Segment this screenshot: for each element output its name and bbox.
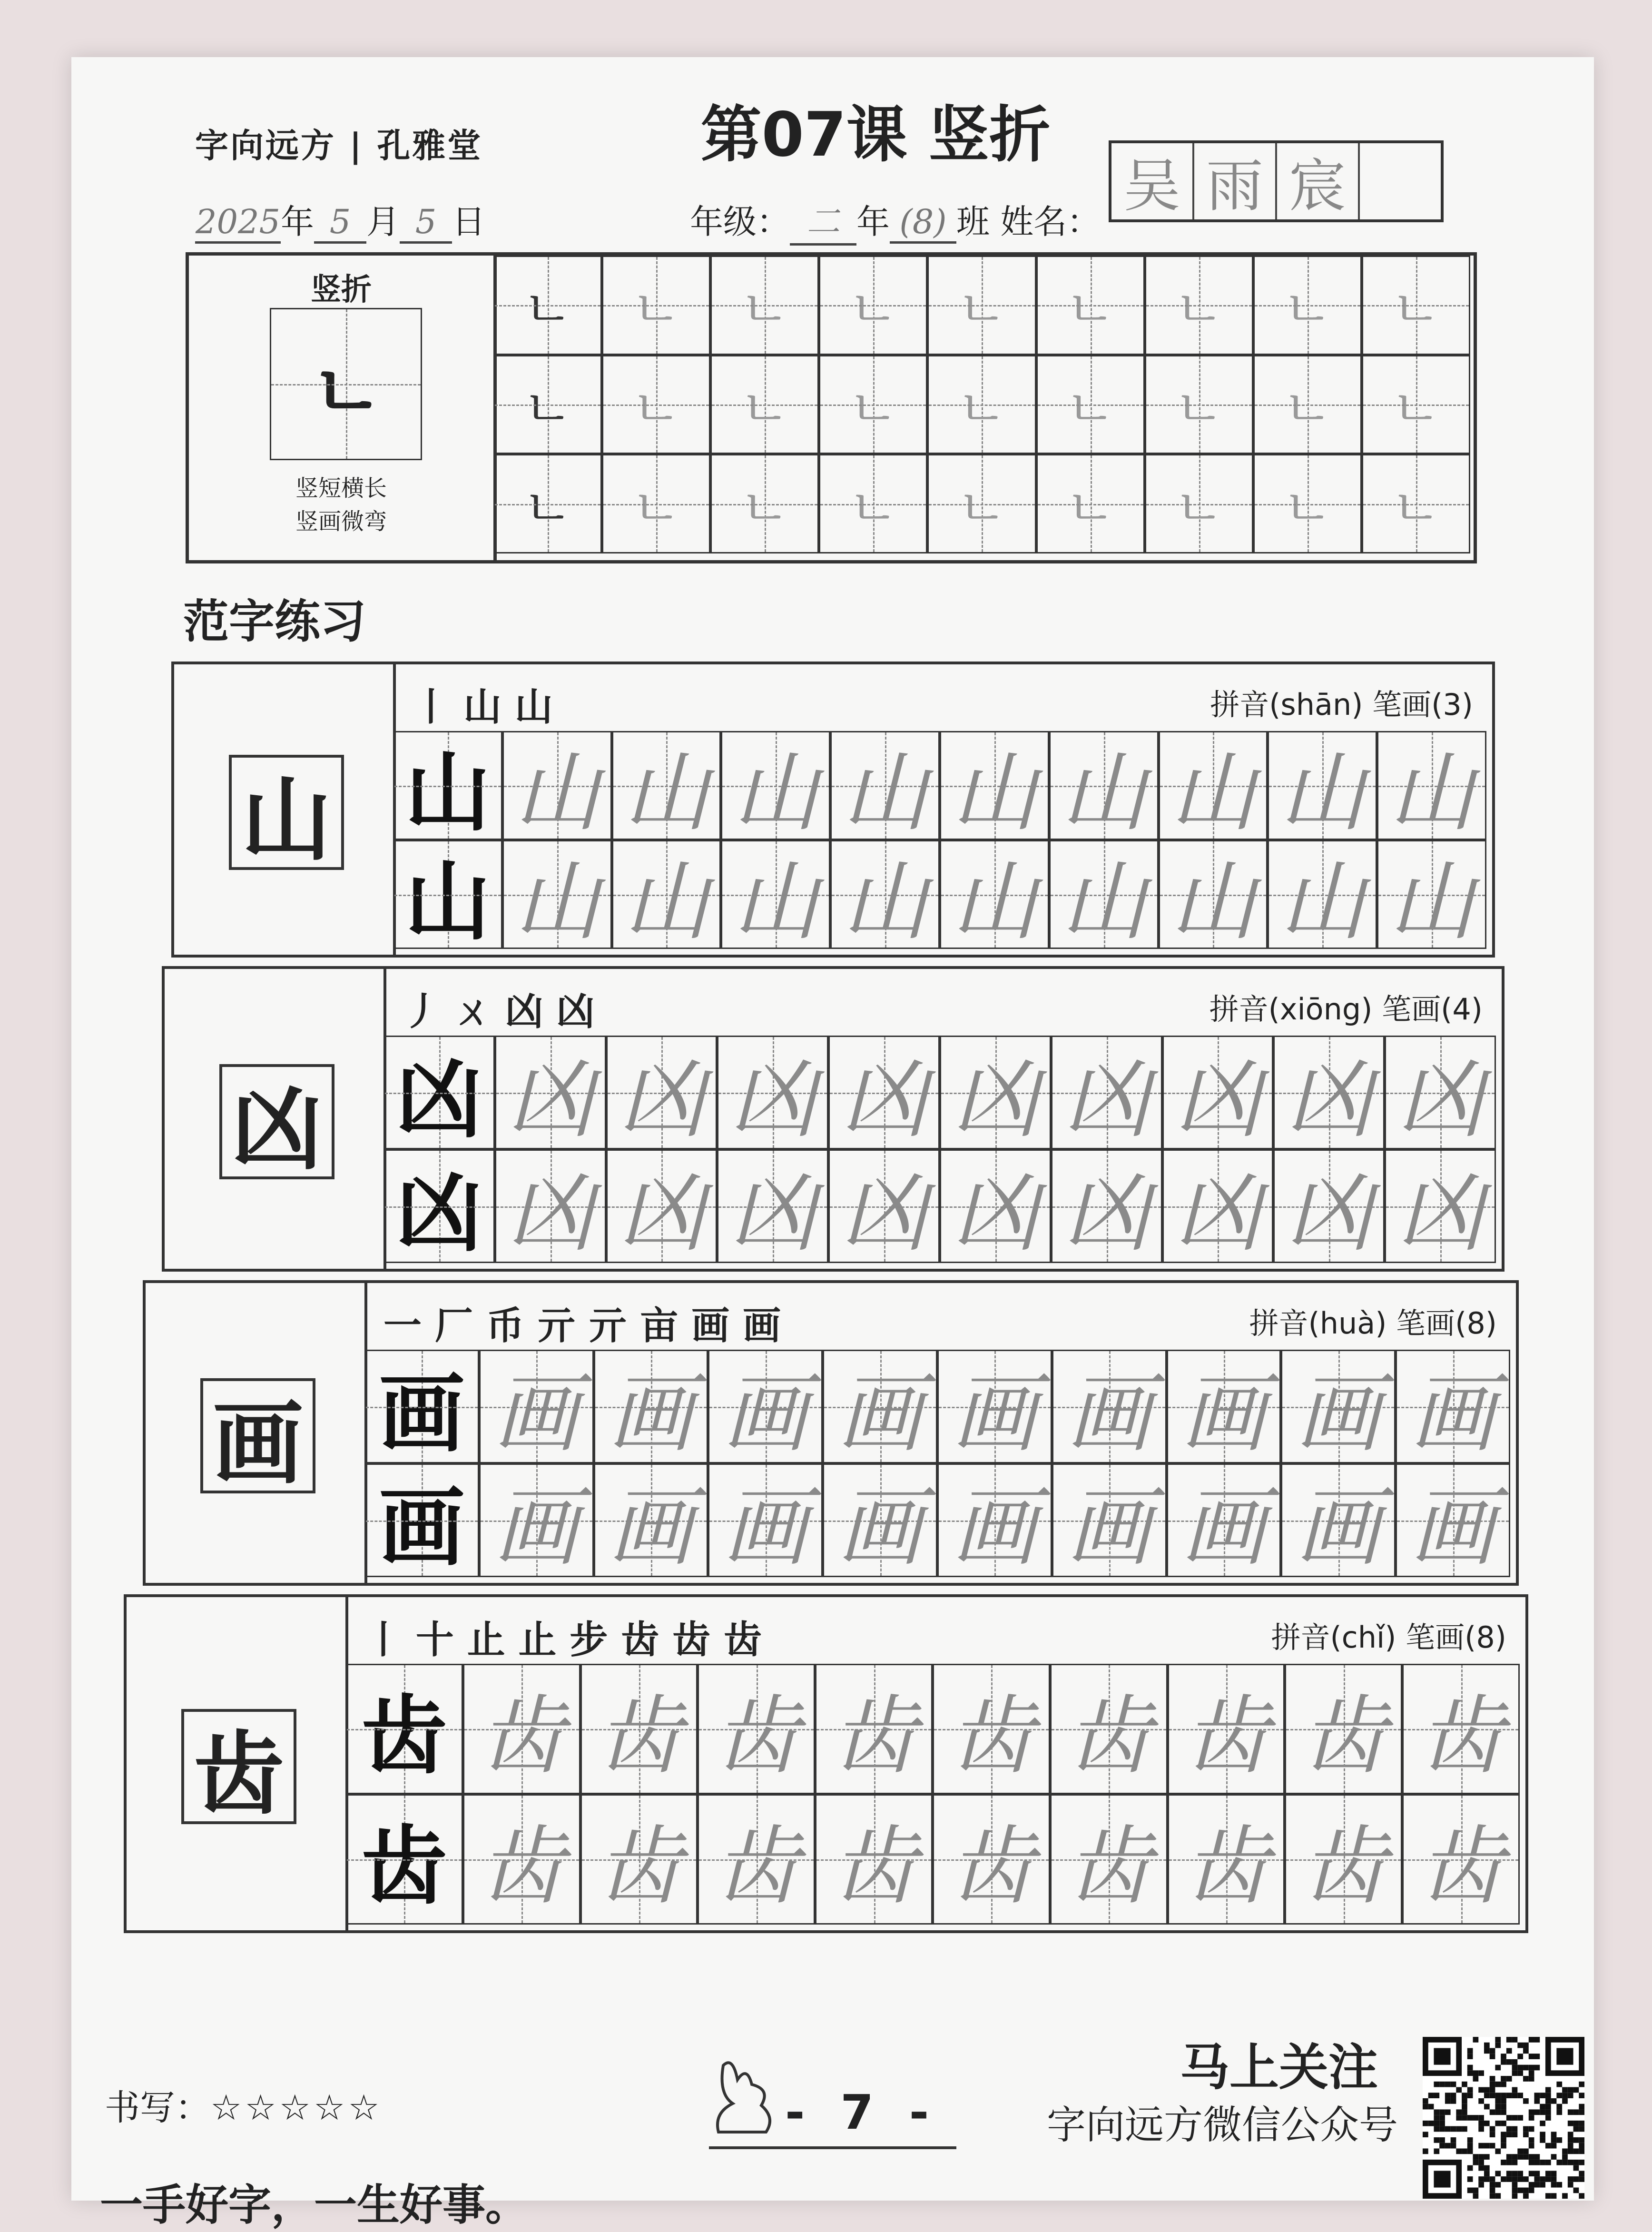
writing-cell[interactable] — [721, 731, 830, 843]
handwritten-character: 画 — [493, 1478, 580, 1578]
handwritten-character: 齿 — [596, 1687, 682, 1786]
stroke-practice-cell[interactable] — [1036, 355, 1145, 454]
reference-character: 山 — [229, 755, 344, 870]
writing-cell[interactable] — [1049, 840, 1159, 952]
stroke-practice-cell[interactable] — [819, 355, 927, 454]
handwritten-character: 山 — [514, 743, 600, 843]
writing-cell[interactable] — [1273, 1149, 1385, 1263]
handwritten-character: 凶 — [1397, 1164, 1484, 1264]
stroke-sample: ㄴ — [956, 477, 1007, 539]
handwritten-character: 齿 — [831, 1687, 917, 1786]
writing-cell[interactable] — [384, 1149, 495, 1263]
handwritten-character: 山 — [1170, 743, 1256, 843]
stroke-sample: ㄴ — [1173, 477, 1224, 539]
writing-cell[interactable] — [612, 840, 721, 952]
writing-cell[interactable] — [1385, 1036, 1496, 1149]
stroke-sample: ㄴ — [956, 378, 1007, 439]
handwritten-character: 凶 — [507, 1050, 593, 1150]
stroke-practice-cell[interactable] — [602, 256, 710, 355]
stroke-sample: ㄴ — [1065, 279, 1116, 340]
handwritten-character: 齿 — [713, 1687, 799, 1786]
lesson-title: 第07课 竖折 — [700, 99, 1051, 170]
stroke-sample: ㄴ — [631, 279, 682, 340]
writing-cell[interactable] — [1268, 731, 1377, 843]
stroke-practice-cell[interactable] — [1362, 454, 1470, 553]
writing-cell[interactable] — [823, 1463, 937, 1577]
handwritten-character: 凶 — [1397, 1050, 1484, 1150]
stroke-practice-cell[interactable] — [710, 256, 819, 355]
stroke-sample: ㄴ — [739, 477, 790, 539]
stroke-practice-cell[interactable] — [1253, 355, 1362, 454]
handwritten-character: 画 — [837, 1478, 923, 1578]
stroke-sample: ㄴ — [1390, 477, 1442, 539]
stroke-order: 丨 十 止 止 步 齿 齿 齿 — [364, 1618, 762, 1662]
handwritten-character: 画 — [608, 1478, 694, 1578]
handwritten-character: 山 — [951, 852, 1037, 952]
writing-cell[interactable] — [495, 1149, 606, 1263]
stroke-practice-cell[interactable] — [710, 454, 819, 553]
stroke-practice-cell[interactable] — [493, 454, 602, 553]
stroke-tip-line2: 竖画微弯 — [295, 508, 387, 535]
writing-cell[interactable] — [345, 1794, 463, 1925]
stroke-practice-cell[interactable] — [1362, 256, 1470, 355]
motto: 一手好字，一生好事。 — [100, 2180, 528, 2230]
writing-cell[interactable] — [393, 731, 502, 843]
handwritten-character: 山 — [1061, 852, 1147, 952]
model-character: 山 — [404, 851, 491, 952]
handwritten-character: 山 — [623, 852, 709, 952]
writing-cell[interactable] — [717, 1036, 828, 1149]
handwritten-character: 齿 — [948, 1687, 1034, 1786]
writing-cell[interactable] — [1050, 1794, 1168, 1925]
handwritten-character: 齿 — [1418, 1817, 1504, 1916]
practice-block — [124, 1594, 1528, 1933]
stroke-sample: ㄴ — [1065, 378, 1116, 439]
handwritten-character: 山 — [1061, 743, 1147, 843]
handwritten-character: 画 — [1295, 1478, 1381, 1578]
writing-cell[interactable] — [940, 1036, 1051, 1149]
stroke-sample: ㄴ — [848, 477, 899, 539]
writing-cell[interactable] — [830, 731, 940, 843]
writing-cell[interactable] — [698, 1664, 815, 1794]
writing-cell[interactable] — [717, 1149, 828, 1263]
date-row — [195, 195, 485, 244]
writing-cell[interactable] — [1051, 1036, 1162, 1149]
brand-logo: 字向远方 | 孔雅堂 — [195, 126, 483, 165]
writing-cell[interactable] — [364, 1463, 479, 1577]
writing-cell[interactable] — [1051, 1149, 1162, 1263]
year-label: 年 — [281, 202, 314, 241]
handwritten-character: 山 — [514, 852, 600, 952]
handwritten-character: 齿 — [479, 1817, 565, 1916]
handwritten-character: 画 — [608, 1364, 694, 1464]
handwritten-character: 凶 — [1175, 1050, 1261, 1150]
writing-cell[interactable] — [1050, 1664, 1168, 1794]
section-title: 范字练习 — [183, 595, 366, 648]
handwritten-character: 画 — [1410, 1478, 1496, 1578]
writing-cell[interactable] — [502, 840, 612, 952]
handwritten-character: 山 — [733, 743, 819, 843]
writing-cell[interactable] — [580, 1794, 698, 1925]
writing-cell[interactable] — [698, 1794, 815, 1925]
writing-cell[interactable] — [830, 840, 940, 952]
reference-character: 画 — [200, 1378, 315, 1493]
page-number-underline — [709, 2146, 956, 2149]
pinyin-stroke-count: 拼音(shān) 笔画(3) — [1210, 687, 1473, 722]
follow-text: 马上关注 — [1180, 2038, 1378, 2096]
practice-block-reference — [146, 1283, 367, 1583]
stroke-sample: ㄴ — [1173, 279, 1224, 340]
stroke-demo-glyph: ㄴ — [310, 347, 384, 436]
practice-block-reference — [165, 969, 386, 1269]
pinyin-stroke-count: 拼音(chǐ) 笔画(8) — [1271, 1620, 1506, 1655]
handwritten-character: 山 — [1389, 852, 1475, 952]
day-value: 5 — [400, 202, 452, 244]
handwritten-character: 凶 — [1063, 1050, 1150, 1150]
pinyin-stroke-count: 拼音(huà) 笔画(8) — [1249, 1306, 1497, 1341]
writing-cell[interactable] — [364, 1350, 479, 1463]
handwritten-character: 凶 — [730, 1050, 816, 1150]
handwritten-character: 山 — [733, 852, 819, 952]
handwritten-character: 齿 — [596, 1817, 682, 1916]
writing-cell[interactable] — [393, 840, 502, 952]
writing-cell[interactable] — [1402, 1664, 1520, 1794]
star-rating[interactable]: ☆☆☆☆☆ — [210, 2087, 383, 2128]
writing-cell[interactable] — [479, 1350, 594, 1463]
stroke-sample: ㄴ — [1065, 477, 1116, 539]
handwritten-character: 画 — [493, 1364, 580, 1464]
writing-cell[interactable] — [828, 1149, 940, 1263]
handwritten-character: 画 — [722, 1478, 808, 1578]
practice-block-reference — [174, 664, 396, 955]
name-cell — [1360, 143, 1441, 219]
writing-cell[interactable] — [823, 1350, 937, 1463]
handwritten-character: 山 — [1170, 852, 1256, 952]
writing-cell[interactable] — [1285, 1664, 1402, 1794]
writing-cell[interactable] — [708, 1463, 823, 1577]
stroke-sample: ㄴ — [1282, 279, 1333, 340]
name-grid — [1109, 140, 1444, 222]
model-character: 凶 — [396, 1049, 482, 1150]
handwritten-character: 凶 — [507, 1164, 593, 1264]
handwritten-character: 山 — [842, 852, 928, 952]
handwritten-character: 画 — [952, 1478, 1038, 1578]
writing-cell[interactable] — [1168, 1664, 1285, 1794]
stroke-sample: ㄴ — [848, 378, 899, 439]
name-label: 姓名： — [1000, 202, 1101, 241]
stroke-sample: ㄴ — [631, 378, 682, 439]
writing-cell[interactable] — [1396, 1350, 1510, 1463]
stroke-sample: ㄴ — [1173, 378, 1224, 439]
handwritten-character: 画 — [1295, 1364, 1381, 1464]
handwritten-character: 凶 — [730, 1164, 816, 1264]
writing-cell[interactable] — [463, 1794, 580, 1925]
writing-cell[interactable] — [1162, 1036, 1274, 1149]
writing-cell[interactable] — [1396, 1463, 1510, 1577]
handwritten-character: 凶 — [619, 1164, 705, 1264]
stroke-sample: ㄴ — [1282, 378, 1333, 439]
stroke-sample: ㄴ — [739, 378, 790, 439]
class-row — [690, 195, 1100, 246]
writing-cell[interactable] — [940, 1149, 1051, 1263]
stroke-sample: ㄴ — [739, 279, 790, 340]
writing-cell[interactable] — [594, 1463, 708, 1577]
writing-cell[interactable] — [606, 1036, 718, 1149]
writing-cell[interactable] — [495, 1036, 606, 1149]
stroke-practice-cell[interactable] — [927, 454, 1036, 553]
handwritten-character: 凶 — [952, 1164, 1038, 1264]
grade-label: 年级： — [690, 202, 790, 241]
stroke-practice-cell[interactable] — [819, 256, 927, 355]
writing-cell[interactable] — [580, 1664, 698, 1794]
writing-cell[interactable] — [1377, 840, 1486, 952]
stroke-practice-cell[interactable] — [819, 454, 927, 553]
handwritten-character: 画 — [1066, 1364, 1152, 1464]
handwritten-character: 齿 — [1066, 1687, 1152, 1786]
writing-cell[interactable] — [1052, 1463, 1167, 1577]
writing-cell[interactable] — [594, 1350, 708, 1463]
stroke-sample: ㄴ — [522, 477, 573, 539]
stroke-practice-cell[interactable] — [1145, 355, 1253, 454]
grade-year-label: 年 — [856, 202, 890, 241]
handwritten-character: 山 — [951, 743, 1037, 843]
stroke-practice-cell[interactable] — [1362, 355, 1470, 454]
handwritten-character: 凶 — [1286, 1164, 1372, 1264]
handwritten-character: 山 — [1279, 852, 1366, 952]
pinyin-stroke-count: 拼音(xiōng) 笔画(4) — [1209, 992, 1483, 1027]
class-value: (8) — [890, 202, 956, 244]
stroke-practice-cell[interactable] — [1036, 256, 1145, 355]
handwritten-character: 画 — [722, 1364, 808, 1464]
stroke-order: 丿 ㄨ 凶 凶 — [403, 989, 595, 1034]
stroke-practice-cell[interactable] — [1036, 454, 1145, 553]
handwritten-character: 齿 — [1300, 1687, 1386, 1786]
rabbit-icon — [695, 2046, 790, 2142]
stroke-practice-cell[interactable] — [1145, 256, 1253, 355]
handwritten-character: 山 — [842, 743, 928, 843]
name-cell: 宸 — [1277, 143, 1360, 219]
handwritten-character: 画 — [1410, 1364, 1496, 1464]
stroke-practice-grid — [493, 256, 1470, 553]
writing-cell[interactable] — [940, 840, 1049, 952]
handwritten-character: 齿 — [1300, 1817, 1386, 1916]
writing-cell[interactable] — [1285, 1794, 1402, 1925]
stroke-practice-cell[interactable] — [1145, 454, 1253, 553]
writing-cell[interactable] — [612, 731, 721, 843]
writing-cell[interactable] — [933, 1794, 1050, 1925]
stroke-order: 丨 山 山 — [412, 685, 553, 729]
writing-cell[interactable] — [815, 1664, 933, 1794]
handwritten-character: 凶 — [841, 1050, 927, 1150]
writing-cell[interactable] — [937, 1463, 1052, 1577]
stroke-sample: ㄴ — [1282, 477, 1333, 539]
writing-cell[interactable] — [1159, 840, 1268, 952]
handwritten-character: 凶 — [1286, 1050, 1372, 1150]
handwritten-character: 山 — [623, 743, 709, 843]
writing-cell[interactable] — [1162, 1149, 1274, 1263]
writing-cell[interactable] — [1402, 1794, 1520, 1925]
model-character: 画 — [379, 1477, 465, 1578]
writing-cell[interactable] — [1385, 1149, 1496, 1263]
rating-row — [105, 2080, 383, 2130]
stroke-practice-cell[interactable] — [493, 256, 602, 355]
writing-cell[interactable] — [1167, 1463, 1281, 1577]
model-character: 齿 — [361, 1686, 447, 1786]
stroke-practice-cell[interactable] — [602, 355, 710, 454]
account-text: 字向远方微信公众号 — [1047, 2103, 1398, 2148]
stroke-tip-line1: 竖短横长 — [295, 475, 387, 502]
handwritten-character: 画 — [1180, 1478, 1267, 1578]
model-character: 凶 — [396, 1163, 482, 1264]
stroke-sample: ㄴ — [522, 378, 573, 439]
writing-cell[interactable] — [933, 1664, 1050, 1794]
stroke-demo-box — [270, 308, 422, 460]
writing-cell[interactable] — [502, 731, 612, 843]
writing-cell[interactable] — [1281, 1463, 1396, 1577]
writing-cell[interactable] — [940, 731, 1049, 843]
rating-label: 书写： — [105, 2087, 210, 2128]
stroke-practice-cell[interactable] — [602, 454, 710, 553]
handwritten-character: 齿 — [1066, 1817, 1152, 1916]
writing-cell[interactable] — [479, 1463, 594, 1577]
handwritten-character: 齿 — [1183, 1687, 1269, 1786]
handwritten-character: 画 — [837, 1364, 923, 1464]
handwritten-character: 凶 — [1175, 1164, 1261, 1264]
writing-cell[interactable] — [1049, 731, 1159, 843]
writing-cell[interactable] — [708, 1350, 823, 1463]
stroke-sample: ㄴ — [1390, 378, 1442, 439]
practice-block-reference — [127, 1597, 348, 1930]
writing-cell[interactable] — [1273, 1036, 1385, 1149]
writing-cell[interactable] — [345, 1664, 463, 1794]
writing-cell[interactable] — [606, 1149, 718, 1263]
stroke-sample: ㄴ — [1390, 279, 1442, 340]
stroke-order: 一 厂 币 亓 亓 亩 画 画 — [384, 1304, 781, 1348]
model-character: 画 — [379, 1363, 465, 1464]
stroke-practice-cell[interactable] — [927, 355, 1036, 454]
model-character: 齿 — [361, 1816, 447, 1916]
class-label: 班 — [956, 202, 990, 241]
stroke-sample: ㄴ — [956, 279, 1007, 340]
practice-block — [143, 1280, 1519, 1586]
day-label: 日 — [452, 202, 485, 241]
name-cell: 雨 — [1194, 143, 1277, 219]
name-cell: 吴 — [1111, 143, 1194, 219]
grade-value: 二 — [790, 195, 856, 246]
handwritten-character: 山 — [1389, 743, 1475, 843]
reference-character: 齿 — [181, 1709, 296, 1824]
qr-code-icon[interactable] — [1423, 2037, 1584, 2199]
stroke-sample: ㄴ — [522, 279, 573, 340]
writing-cell[interactable] — [721, 840, 830, 952]
model-character: 山 — [404, 742, 491, 843]
worksheet-page — [71, 57, 1594, 2230]
stroke-practice-cell[interactable] — [493, 355, 602, 454]
handwritten-character: 齿 — [1183, 1817, 1269, 1916]
handwritten-character: 画 — [1180, 1364, 1267, 1464]
writing-cell[interactable] — [1281, 1350, 1396, 1463]
writing-cell[interactable] — [463, 1664, 580, 1794]
handwritten-character: 画 — [1066, 1478, 1152, 1578]
writing-cell[interactable] — [384, 1036, 495, 1149]
handwritten-character: 齿 — [1418, 1687, 1504, 1786]
handwritten-character: 山 — [1279, 743, 1366, 843]
month-label: 月 — [366, 202, 400, 241]
stroke-demo-title: 竖折 — [311, 272, 372, 307]
stroke-practice-cell[interactable] — [927, 256, 1036, 355]
handwritten-character: 凶 — [619, 1050, 705, 1150]
handwritten-character: 齿 — [479, 1687, 565, 1786]
stroke-sample: ㄴ — [848, 279, 899, 340]
writing-cell[interactable] — [815, 1794, 933, 1925]
writing-cell[interactable] — [1052, 1350, 1167, 1463]
writing-cell[interactable] — [1159, 731, 1268, 843]
handwritten-character: 凶 — [841, 1164, 927, 1264]
practice-block — [171, 662, 1495, 958]
stroke-sample: ㄴ — [631, 477, 682, 539]
practice-block — [162, 966, 1504, 1272]
page-number: - 7 - — [785, 2084, 939, 2140]
writing-cell[interactable] — [937, 1350, 1052, 1463]
stroke-practice-cell[interactable] — [710, 355, 819, 454]
handwritten-character: 画 — [952, 1364, 1038, 1464]
year-value: 2025 — [195, 202, 281, 244]
month-value: 5 — [314, 202, 366, 244]
stroke-practice-cell[interactable] — [1253, 256, 1362, 355]
writing-cell[interactable] — [1167, 1350, 1281, 1463]
writing-cell[interactable] — [1168, 1794, 1285, 1925]
stroke-practice-cell[interactable] — [1253, 454, 1362, 553]
stroke-demo-panel — [186, 252, 1477, 563]
writing-cell[interactable] — [1377, 731, 1486, 843]
handwritten-character: 凶 — [1063, 1164, 1150, 1264]
stroke-demo-reference — [189, 256, 497, 560]
handwritten-character: 齿 — [831, 1817, 917, 1916]
reference-character: 凶 — [219, 1064, 334, 1179]
handwritten-character: 齿 — [948, 1817, 1034, 1916]
handwritten-character: 凶 — [952, 1050, 1038, 1150]
writing-cell[interactable] — [828, 1036, 940, 1149]
handwritten-character: 齿 — [713, 1817, 799, 1916]
writing-cell[interactable] — [1268, 840, 1377, 952]
